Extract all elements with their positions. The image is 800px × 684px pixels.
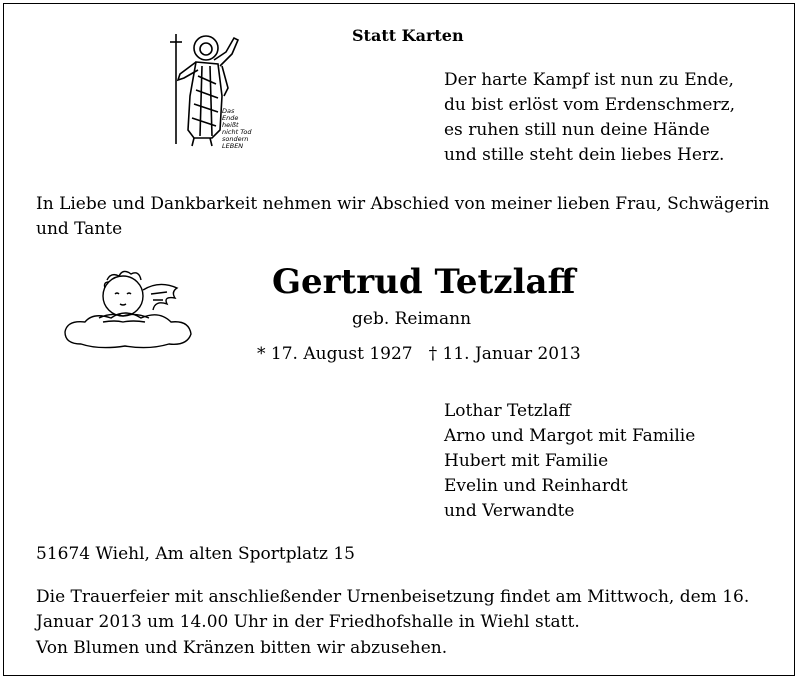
poem xyxy=(444,68,735,168)
poem-line: und stille steht dein liebes Herz. xyxy=(444,145,725,165)
address: 51674 Wiehl, Am alten Sportplatz 15 xyxy=(36,544,355,564)
cherub-on-cloud-icon xyxy=(59,266,199,355)
header-title: Statt Karten xyxy=(352,26,464,45)
obituary-notice xyxy=(3,3,795,676)
mourner-line: Lothar Tetzlaff xyxy=(444,401,571,421)
mourner-line: Evelin und Reinhardt xyxy=(444,476,628,496)
poem-line: es ruhen still nun deine Hände xyxy=(444,120,710,140)
funeral-info: Die Trauerfeier mit anschließender Urnenbeisetzung findet am Mittwoch, dem 16. Januar 2013 um 14.00 Uhr in der Friedhofshalle in Wiehl statt. xyxy=(36,587,750,632)
death-date: † 11. Januar 2013 xyxy=(428,344,581,364)
resurrection-caption: Das Ende heißt nicht Tod sondern LEBEN xyxy=(222,107,252,150)
maiden-name: geb. Reimann xyxy=(352,309,472,329)
life-dates xyxy=(257,344,581,364)
poem-line: du bist erlöst vom Erdenschmerz, xyxy=(444,95,735,115)
christ-resurrection-icon xyxy=(162,26,252,155)
mourner-line: Arno und Margot mit Familie xyxy=(444,426,696,446)
birth-date: * 17. August 1927 xyxy=(257,344,413,364)
deceased-name: Gertrud Tetzlaff xyxy=(272,262,576,302)
mourners-list xyxy=(444,399,695,524)
intro-text: In Liebe und Dankbarkeit nehmen wir Abschied von meiner lieben Frau, Schwägerin und Tante xyxy=(36,194,770,239)
flowers-note: Von Blumen und Kränzen bitten wir abzusehen. xyxy=(36,638,448,658)
mourner-line: Hubert mit Familie xyxy=(444,451,609,471)
poem-line: Der harte Kampf ist nun zu Ende, xyxy=(444,70,734,90)
mourner-line: und Verwandte xyxy=(444,501,575,521)
